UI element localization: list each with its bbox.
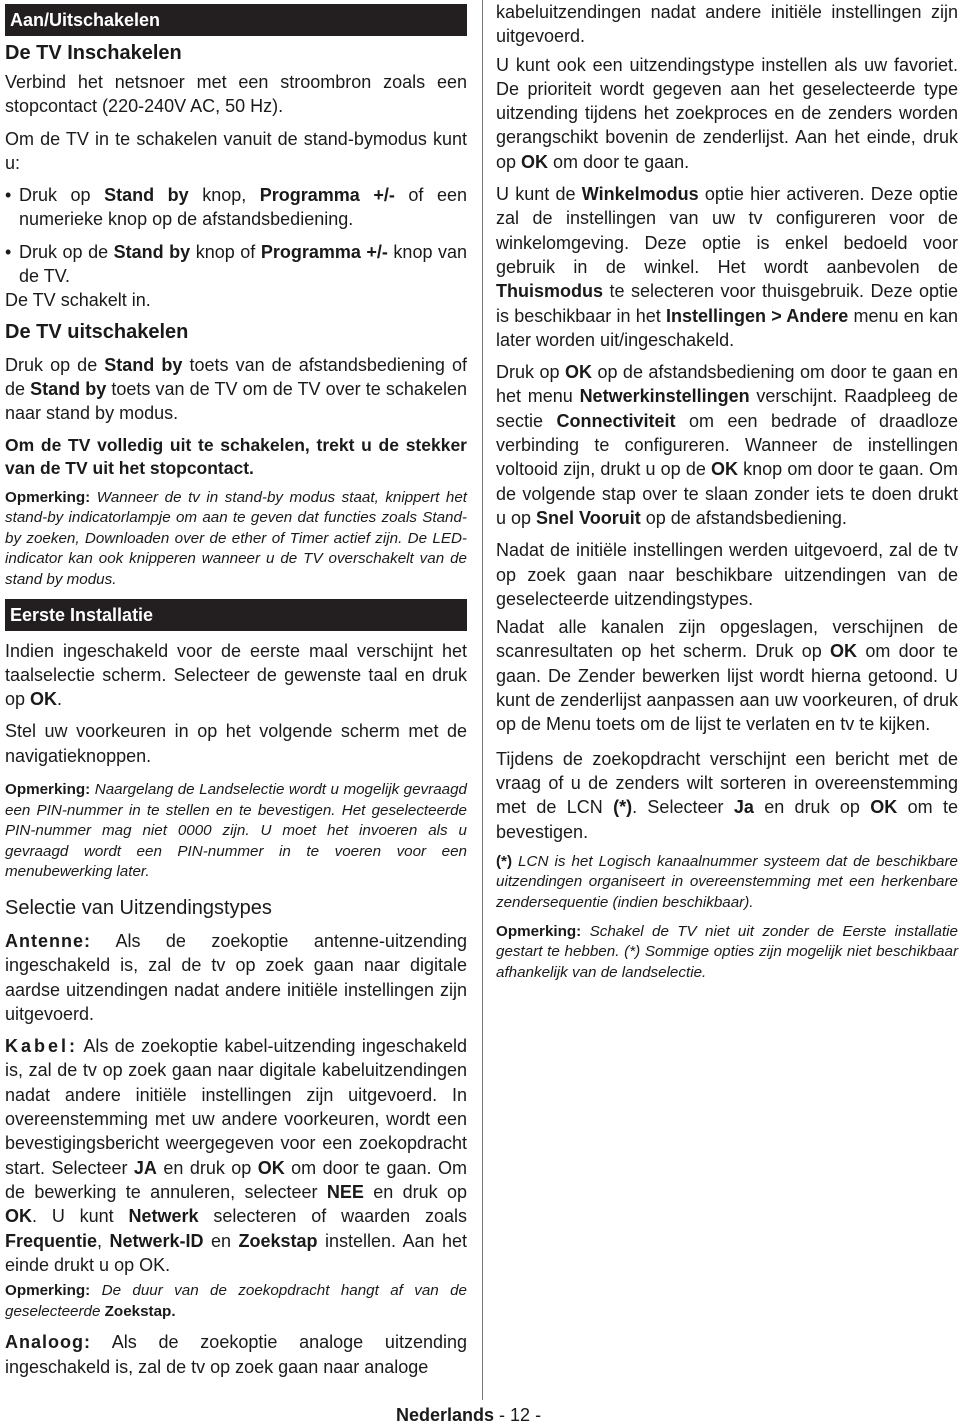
- turn-on-list: [5, 183, 467, 288]
- note-search-duration: Opmerking: De duur van de zoekopdracht hangt af van de geselecteerde Zoekstap.: [5, 1282, 467, 1320]
- paragraph-preferences: Stel uw voorkeuren in op het volgende scherm met de navigatieknoppen.: [5, 721, 467, 766]
- paragraph-store-mode: U kunt de Winkelmodus optie hier activeren. Deze optie zal de instellingen van uw tv configureren voor de winkelomgeving. Deze optie is enkel bedoeld voor gebruik in de winkel. Het wordt aanbevolen de Thuismodus te selecteren voor thuisgebruik. Deze optie is beschikbaar in het Instellingen > Andere menu en kan later worden uit/ingeschakeld.: [496, 184, 959, 350]
- paragraph-language-select: Indien ingeschakeld voor de eerste maal verschijnt het taalselectie scherm. Selecteer de gewenste taal en druk op OK.: [5, 640, 467, 710]
- column-divider: [482, 0, 483, 1400]
- section-banner-onoff: Aan/Uitschakelen: [5, 4, 467, 36]
- paragraph-lcn: Tijdens de zoekopdracht verschijnt een bericht met de vraag of u de zenders wilt sorteren in overeenstemming met de LCN (*). Selecteer Ja en druk op OK om te bevestigen.: [496, 748, 958, 842]
- paragraph-tv-on: De TV schakelt in.: [5, 290, 151, 311]
- paragraph-cable: Kabel: Als de zoekoptie kabel-uitzending ingeschakeld is, zal de tv op zoek gaan naar digitale kabeluitzendingen nadat andere initiële instellingen zijn uitgevoerd. In overeenstemming met uw andere voorkeuren, wordt een bevestigingsbericht weergegeven voor een zoekopdracht start. Selecteer JA en druk op OK om door te gaan. Om de bewerking te annuleren, selecteer NEE en druk op OK. U kunt Netwerk selecteren of waarden zoals Frequentie, Netwerk-ID en Zoekstap instellen. Aan het einde drukt u op OK.: [5, 1036, 467, 1275]
- list-item: • Druk op Stand by knop, Programma +/- of een numerieke knop op de afstandsbediening.: [5, 183, 467, 232]
- heading-turn-off: De TV uitschakelen: [5, 320, 189, 343]
- note-pin: Opmerking: Naargelang de Landselectie wordt u mogelijk gevraagd een PIN-nummer in te stellen en te bevestigen. Het geselecteerde PIN-nummer mag niet 0000 zijn. U moet het invoeren als u gevraagd wordt een PIN-nummer in te voeren voor een menubewerking later.: [5, 781, 467, 881]
- paragraph-scan-results: Nadat alle kanalen zijn opgeslagen, verschijnen de scanresultaten op het scherm. Druk op OK om door te gaan. De Zender bewerken lijst wordt hierna getoond. U kunt de zenderlijst aanpassen aan uw voorkeuren, of druk op de Menu toets om de lijst te verlaten en tv te kijken.: [496, 617, 959, 735]
- paragraph-standby-intro: Om de TV in te schakelen vanuit de stand-bymodus kunt u:: [5, 128, 467, 173]
- paragraph-network-settings: Druk op OK op de afstandsbediening om door te gaan en het menu Netwerkinstellingen verschijnt. Raadpleeg de sectie Connectiviteit om een bedrade of draadloze verbinding te configureren. Wanneer de instellingen voltooid zijn, drukt u op de OK knop om door te gaan. Om de volgende stap over te slaan zonder iets te doen drukt u op Snel Vooruit op de afstandsbediening.: [496, 362, 959, 528]
- note-lcn: (*) LCN is het Logisch kanaalnummer systeem dat de beschikbare uitzendingen organiseert in overeenstemming met een herkenbare zendersequentie (indien beschikbaar).: [496, 852, 958, 911]
- heading-broadcast-types: Selectie van Uitzendingstypes: [5, 896, 272, 919]
- paragraph-favorite-type: U kunt ook een uitzendingstype instellen als uw favoriet. De prioriteit wordt gegeven aan het geselecteerde type uitzending tijdens het zoekproces en de zenders worden gerangschikt bovenin de zenderlijst. Aan het einde, druk op OK om door te gaan.: [496, 54, 958, 172]
- paragraph-full-off: Om de TV volledig uit te schakelen, trekt u de stekker van de TV uit het stopcontact.: [5, 434, 467, 478]
- paragraph-cable-cont: kabeluitzendingen nadat andere initiële instellingen zijn uitgevoerd.: [496, 2, 958, 47]
- paragraph-search-start: Nadat de initiële instellingen werden uitgevoerd, zal de tv op zoek gaan naar beschikbare uitzendingen van de geselecteerde uitzendingstypes.: [496, 540, 958, 609]
- note-first-install: Opmerking: Schakel de TV niet uit zonder de Eerste installatie gestart te hebben. (*) Sommige opties zijn mogelijk niet beschikbaar afhankelijk van de landselectie.: [496, 922, 958, 981]
- paragraph-analog: Analoog: Als de zoekoptie analoge uitzending ingeschakeld is, zal de tv op zoek gaan naar analoge: [5, 1332, 467, 1377]
- paragraph-turn-off: Druk op de Stand by toets van de afstandsbediening of de Stand by toets van de TV om de TV over te schakelen naar stand by modus.: [5, 354, 467, 424]
- page-footer: [396, 1404, 696, 1426]
- left-column: [5, 0, 467, 1379]
- page-number: - 12 -: [494, 1405, 542, 1425]
- heading-turn-on: De TV Inschakelen: [5, 42, 182, 64]
- paragraph-antenna: Antenne: Als de zoekoptie antenne-uitzending ingeschakeld is, zal de tv op zoek gaan naar digitale aardse uitzendingen nadat andere initiële instellingen zijn uitgevoerd.: [5, 930, 467, 1024]
- footer-language: Nederlands: [396, 1405, 495, 1425]
- right-column: [496, 0, 958, 983]
- section-banner-first-install: Eerste Installatie: [5, 599, 467, 631]
- note-standby-led: Opmerking: Wanneer de tv in stand-by modus staat, knippert het stand-by indicatorlampje om aan te geven dat functies zoals Stand-by zoeken, Downloaden over de ether of Timer actief zijn. De LED-indicator kan ook knipperen wanneer u de TV overschakelt van de stand by modus.: [5, 488, 467, 588]
- paragraph-power-cord: Verbind het netsnoer met een stroombron zoals een stopcontact (220-240V AC, 50 Hz).: [5, 72, 467, 117]
- list-item: • Druk op de Stand by knop of Programma +/- knop van de TV.: [5, 240, 467, 289]
